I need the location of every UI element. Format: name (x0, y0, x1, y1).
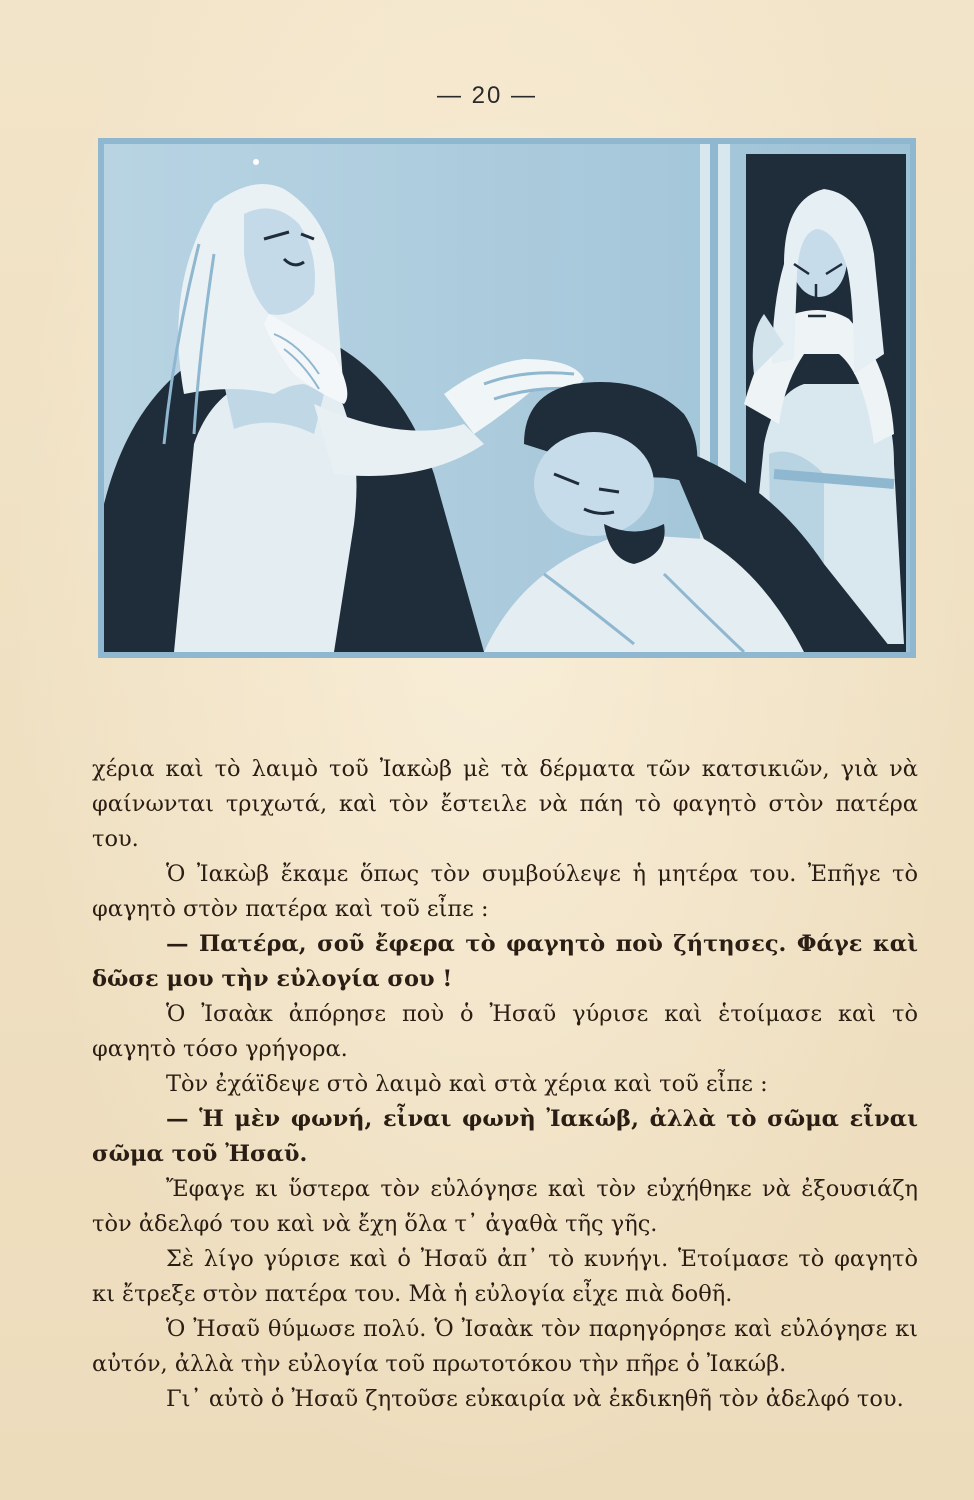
page-number: — 20 — (436, 82, 538, 109)
story-text (92, 752, 918, 1417)
paragraph-3-dialogue: — Πατέρα, σοῦ ἔφερα τὸ φαγητὸ ποὺ ζήτησες. Φάγε καὶ δῶσε μου τὴν εὐλογία σου ! (92, 931, 918, 992)
paragraph-7: Ἔφαγε κι ὕστερα τὸν εὐλόγησε καὶ τὸν εὐχήθηκε νὰ ἐξουσιάζη τὸν ἀδελφό του καὶ νὰ ἔχη ὅλα τ᾿ ἀγαθὰ τῆς γῆς. (92, 1176, 918, 1237)
paragraph-9: Ὁ Ἠσαῦ θύμωσε πολύ. Ὁ Ἰσαὰκ τὸν παρηγόρησε καὶ εὐλόγησε κι αὐτόν, ἀλλὰ τὴν εὐλογία τοῦ πρωτοτόκου τὴν πῆρε ὁ Ἰακώβ. (92, 1316, 918, 1377)
paragraph-1: χέρια καὶ τὸ λαιμὸ τοῦ Ἰακὼβ μὲ τὰ δέρματα τῶν κατσικιῶν, γιὰ νὰ φαίνωνται τριχωτά, καὶ τὸν ἔστειλε νὰ πάη τὸ φαγητὸ στὸν πατέρα του. (92, 756, 918, 852)
paragraph-8: Σὲ λίγο γύρισε καὶ ὁ Ἠσαῦ ἀπ᾿ τὸ κυνήγι. Ἑτοίμασε τὸ φαγητὸ κι ἔτρεξε στὸν πατέρα του. Μὰ ἡ εὐλογία εἶχε πιὰ δοθῆ. (92, 1246, 918, 1307)
illustration-drawing (104, 144, 910, 652)
paragraph-2: Ὁ Ἰακὼβ ἔκαμε ὅπως τὸν συμβούλεψε ἡ μητέρα του. Ἐπῆγε τὸ φαγητὸ στὸν πατέρα καὶ τοῦ εἶπε : (92, 861, 918, 922)
paragraph-6-dialogue: — Ἡ μὲν φωνή, εἶναι φωνὴ Ἰακώβ, ἀλλὰ τὸ σῶμα εἶναι σῶμα τοῦ Ἠσαῦ. (92, 1106, 918, 1167)
illustration-isaac-blessing-jacob (98, 138, 916, 658)
paragraph-4: Ὁ Ἰσαὰκ ἀπόρησε ποὺ ὁ Ἠσαῦ γύρισε καὶ ἑτοίμασε καὶ τὸ φαγητὸ τόσο γρήγορα. (92, 1001, 918, 1062)
paragraph-10: Γι᾿ αὐτὸ ὁ Ἠσαῦ ζητοῦσε εὐκαιρία νὰ ἐκδικηθῆ τὸν ἀδελφό του. (166, 1386, 904, 1412)
paragraph-5: Τὸν ἐχάϊδεψε στὸ λαιμὸ καὶ στὰ χέρια καὶ τοῦ εἶπε : (166, 1071, 768, 1097)
